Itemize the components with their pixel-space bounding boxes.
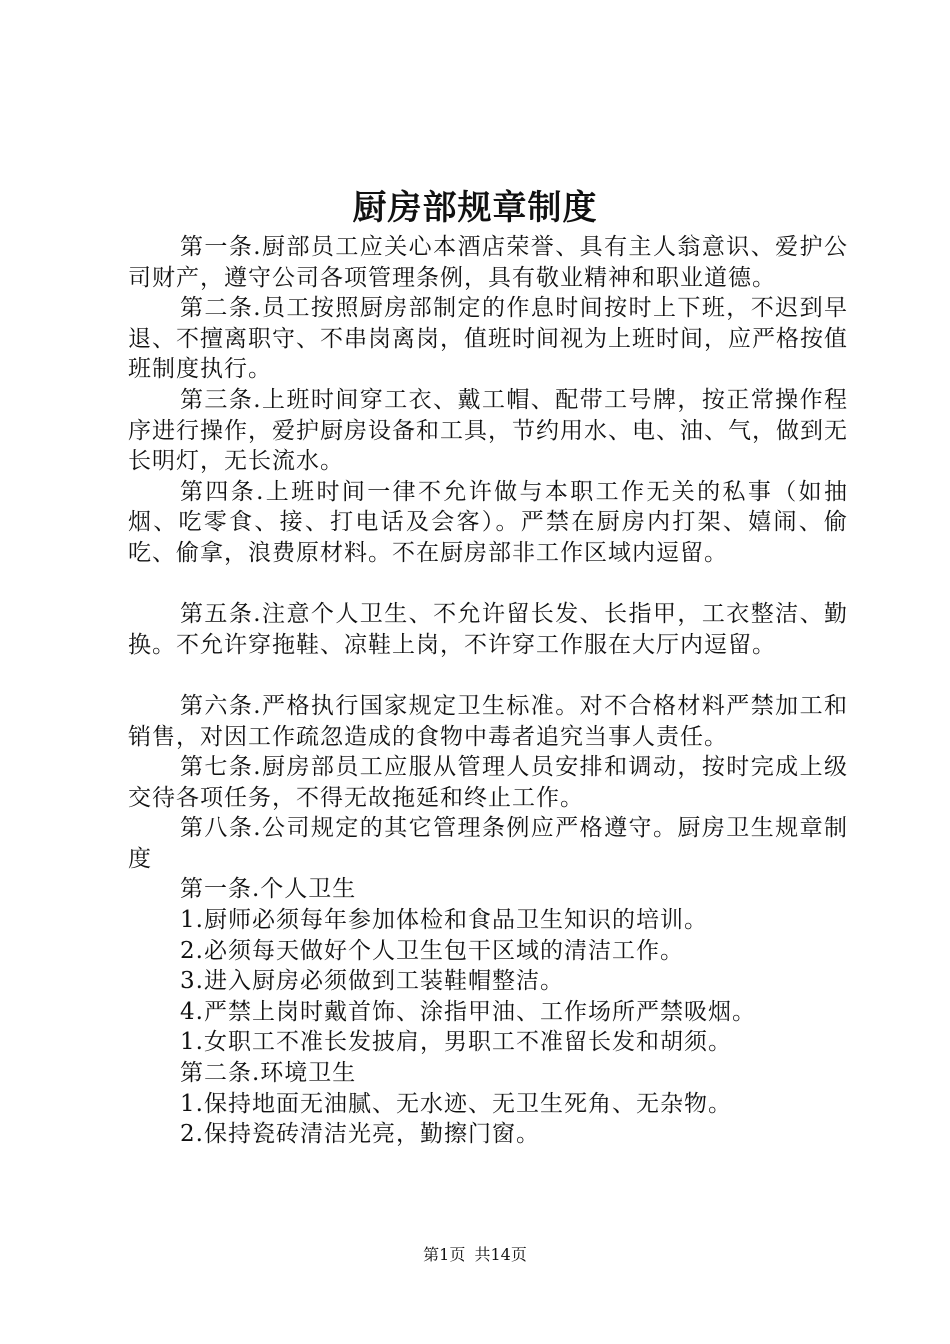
list-item: 4.严禁上岗时戴首饰、涂指甲油、工作场所严禁吸烟。 bbox=[180, 998, 756, 1025]
document-title: 厨房部规章制度 bbox=[352, 188, 598, 228]
section-heading: 第一条.个人卫生 bbox=[180, 876, 357, 903]
article-paragraph: 第五条.注意个人卫生、不允许留长发、长指甲，工衣整洁、勤换。不允许穿拖鞋、凉鞋上岗，不许穿工作服在大厅内逗留。 bbox=[128, 601, 848, 658]
article-paragraph: 第七条.厨房部员工应服从管理人员安排和调动，按时完成上级交待各项任务，不得无故拖延和终止工作。 bbox=[128, 754, 848, 811]
page-number: 第1页 bbox=[423, 1245, 466, 1264]
page-footer bbox=[0, 1245, 950, 1265]
article-paragraph: 第二条.员工按照厨房部制定的作息时间按时上下班，不迟到早退、不擅离职守、不串岗离岗，值班时间视为上班时间，应严格按值班制度执行。 bbox=[128, 295, 848, 383]
article-paragraph: 第一条.厨部员工应关心本酒店荣誉、具有主人翁意识、爱护公司财产，遵守公司各项管理条例，具有敬业精神和职业道德。 bbox=[128, 234, 848, 291]
document-body bbox=[128, 232, 848, 1150]
article-paragraph: 第三条.上班时间穿工衣、戴工帽、配带工号牌，按正常操作程序进行操作，爱护厨房设备和工具，节约用水、电、油、气，做到无长明灯，无长流水。 bbox=[128, 386, 848, 475]
page-total: 共14页 bbox=[474, 1245, 527, 1264]
list-item: 1.保持地面无油腻、无水迹、无卫生死角、无杂物。 bbox=[180, 1090, 732, 1117]
list-item: 2.保持瓷砖清洁光亮，勤擦门窗。 bbox=[180, 1121, 540, 1148]
list-item: 3.进入厨房必须做到工装鞋帽整洁。 bbox=[180, 968, 564, 995]
list-item: 1.女职工不准长发披肩，男职工不准留长发和胡须。 bbox=[180, 1029, 732, 1056]
section-heading: 第二条.环境卫生 bbox=[180, 1060, 357, 1087]
list-item: 2.必须每天做好个人卫生包干区域的清洁工作。 bbox=[180, 937, 684, 964]
article-paragraph: 第六条.严格执行国家规定卫生标准。对不合格材料严禁加工和销售，对因工作疏忽造成的食物中毒者追究当事人责任。 bbox=[128, 692, 848, 750]
list-item: 1.厨师必须每年参加体检和食品卫生知识的培训。 bbox=[180, 907, 708, 934]
article-paragraph: 第八条.公司规定的其它管理条例应严格遵守。厨房卫生规章制度 bbox=[128, 815, 848, 872]
article-paragraph: 第四条.上班时间一律不允许做与本职工作无关的私事（如抽烟、吃零食、接、打电话及会客）。严禁在厨房内打架、嬉闹、偷吃、偷拿，浪费原材料。不在厨房部非工作区域内逗留。 bbox=[128, 478, 848, 566]
